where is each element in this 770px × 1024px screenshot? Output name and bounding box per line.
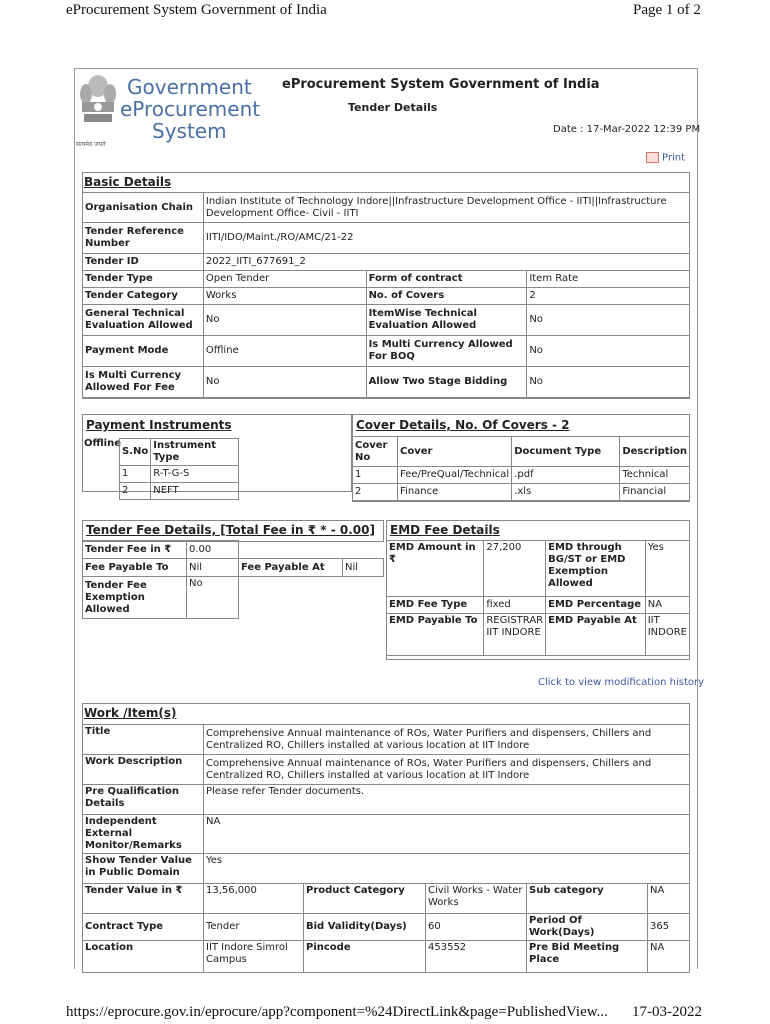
- iwte-label: ItemWise Technical Evaluation Allowed: [366, 305, 527, 336]
- emd-payto-value: REGISTRAR IIT INDORE: [484, 614, 546, 656]
- page-title: eProcurement System Government of India: [282, 77, 600, 92]
- org-value: Indian Institute of Technology Indore||Infrastructure Development Office - IITI||Infrastructure Development Office- Civil - IITI: [203, 193, 689, 223]
- cell-sno: 2: [120, 483, 151, 500]
- cell-no: 1: [353, 467, 398, 484]
- payment-instruments-table: [119, 438, 239, 500]
- payment-mode-value: Offline: [203, 336, 366, 367]
- basic-details-table: [82, 192, 690, 398]
- emd-payat-label: EMD Payable At: [546, 614, 646, 656]
- work-items-heading: Work /Item(s): [84, 706, 177, 720]
- pincode-value: 453552: [426, 941, 527, 973]
- show-value-value: Yes: [204, 854, 690, 884]
- period-of-work-label: Period Of Work(Days): [527, 914, 648, 941]
- tender-fee-table: [82, 540, 384, 619]
- blank: [239, 541, 343, 559]
- iem-value: NA: [204, 815, 690, 854]
- pre-bid-place-value: NA: [648, 941, 690, 973]
- tender-value-value: 13,56,000: [204, 884, 304, 914]
- col-doc-type: Document Type: [512, 437, 620, 467]
- product-category-value: Civil Works - Water Works: [426, 884, 527, 914]
- logo-line1: Government: [127, 75, 252, 99]
- fee-value: 0.00: [187, 541, 239, 559]
- bid-validity-label: Bid Validity(Days): [304, 914, 426, 941]
- emd-bg-label: EMD through BG/ST or EMD Exemption Allowed: [546, 541, 646, 597]
- work-title-value: Comprehensive Annual maintenance of ROs, Water Purifiers and dispensers, Chillers and Centralized RO, Chillers installed at various location at IIT Indore: [204, 725, 690, 755]
- emblem-icon: [78, 72, 118, 140]
- location-value: IIT Indore Simrol Campus: [204, 941, 304, 973]
- logo-line3: System: [152, 119, 227, 143]
- cell-doc: .xls: [512, 484, 620, 501]
- cell-cover: Fee/PreQual/Technical: [398, 467, 512, 484]
- ref-label: Tender Reference Number: [83, 223, 204, 254]
- covers-value: 2: [527, 288, 690, 305]
- category-value: Works: [203, 288, 366, 305]
- emd-type-label: EMD Fee Type: [387, 597, 484, 614]
- work-title-label: Title: [83, 725, 204, 755]
- emd-pct-label: EMD Percentage: [546, 597, 646, 614]
- tender-id-label: Tender ID: [83, 254, 204, 271]
- two-stage-value: No: [527, 367, 690, 398]
- emd-table: [386, 540, 690, 656]
- contract-type-value: Tender: [204, 914, 304, 941]
- emd-bg-value: Yes: [645, 541, 689, 597]
- offline-label: Offline: [84, 438, 121, 449]
- cell-desc: Technical: [620, 467, 690, 484]
- cover-details-table: [352, 436, 690, 501]
- cell-doc: .pdf: [512, 467, 620, 484]
- footer-date: 17-03-2022: [632, 1004, 702, 1020]
- tender-fee-heading: Tender Fee Details, [Total Fee in ₹ * - 0.00]: [86, 523, 375, 537]
- col-cover-no: Cover No: [353, 437, 398, 467]
- pq-value: Please refer Tender documents.: [204, 785, 690, 815]
- page-subtitle: Tender Details: [348, 101, 438, 114]
- emd-pct-value: NA: [645, 597, 689, 614]
- fee-payto-label: Fee Payable To: [83, 559, 187, 577]
- tender-id-value: 2022_IITI_677691_2: [203, 254, 689, 271]
- covers-label: No. of Covers: [366, 288, 527, 305]
- sub-category-value: NA: [648, 884, 690, 914]
- emd-payat-value: IIT INDORE: [645, 614, 689, 656]
- gte-value: No: [203, 305, 366, 336]
- fee-payat-value: Nil: [343, 559, 384, 577]
- modification-history-link[interactable]: Click to view modification history: [538, 677, 705, 688]
- fee-exempt-label: Tender Fee Exemption Allowed: [83, 577, 187, 619]
- product-category-label: Product Category: [304, 884, 426, 914]
- print-button[interactable]: [646, 152, 685, 164]
- mc-boq-value: No: [527, 336, 690, 367]
- org-label: Organisation Chain: [83, 193, 204, 223]
- tender-type-value: Open Tender: [203, 271, 366, 288]
- footer-url: https://eprocure.gov.in/eprocure/app?component=%24DirectLink&page=PublishedView...: [66, 1004, 608, 1020]
- col-sno: S.No: [120, 439, 151, 466]
- basic-details-heading: Basic Details: [84, 175, 172, 189]
- table-row: [353, 484, 690, 501]
- col-description: Description: [620, 437, 690, 467]
- table-row: [120, 466, 239, 483]
- tender-value-label: Tender Value in ₹: [83, 884, 204, 914]
- page-header-title: eProcurement System Government of India: [66, 2, 327, 18]
- blank: [343, 577, 384, 619]
- payment-instruments-heading: Payment Instruments: [86, 418, 232, 432]
- iwte-value: No: [527, 305, 690, 336]
- cell-instrument: NEFT: [151, 483, 239, 500]
- work-desc-label: Work Description: [83, 755, 204, 785]
- work-desc-value: Comprehensive Annual maintenance of ROs, Water Purifiers and dispensers, Chillers and Centralized RO, Chillers installed at various location at IIT Indore: [204, 755, 690, 785]
- ref-value: IITI/IDO/Maint./RO/AMC/21-22: [203, 223, 689, 254]
- form-label: Form of contract: [366, 271, 527, 288]
- table-row: [353, 467, 690, 484]
- emd-amount-label: EMD Amount in ₹: [387, 541, 484, 597]
- bid-validity-value: 60: [426, 914, 527, 941]
- sub-category-label: Sub category: [527, 884, 648, 914]
- pincode-label: Pincode: [304, 941, 426, 973]
- emd-heading: EMD Fee Details: [390, 523, 500, 537]
- cell-no: 2: [353, 484, 398, 501]
- pre-bid-place-label: Pre Bid Meeting Place: [527, 941, 648, 973]
- cell-desc: Financial: [620, 484, 690, 501]
- emd-type-value: fixed: [484, 597, 546, 614]
- form-value: Item Rate: [527, 271, 690, 288]
- mc-fee-value: No: [203, 367, 366, 398]
- logo-line2: eProcurement: [120, 97, 261, 121]
- category-label: Tender Category: [83, 288, 204, 305]
- emd-amount-value: 27,200: [484, 541, 546, 597]
- fee-exempt-value: No: [187, 577, 239, 619]
- pq-label: Pre Qualification Details: [83, 785, 204, 815]
- fee-label: Tender Fee in ₹: [83, 541, 187, 559]
- cell-instrument: R-T-G-S: [151, 466, 239, 483]
- blank: [343, 541, 384, 559]
- iem-label: Independent External Monitor/Remarks: [83, 815, 204, 854]
- mc-fee-label: Is Multi Currency Allowed For Fee: [83, 367, 204, 398]
- cell-sno: 1: [120, 466, 151, 483]
- gte-label: General Technical Evaluation Allowed: [83, 305, 204, 336]
- emd-payto-label: EMD Payable To: [387, 614, 484, 656]
- page-number: Page 1 of 2: [633, 2, 701, 18]
- cover-details-heading: Cover Details, No. Of Covers - 2: [356, 418, 570, 432]
- fee-payto-value: Nil: [187, 559, 239, 577]
- report-date: Date : 17-Mar-2022 12:39 PM: [553, 124, 701, 135]
- period-of-work-value: 365: [648, 914, 690, 941]
- two-stage-label: Allow Two Stage Bidding: [366, 367, 527, 398]
- table-row: [120, 483, 239, 500]
- mc-boq-label: Is Multi Currency Allowed For BOQ: [366, 336, 527, 367]
- payment-mode-label: Payment Mode: [83, 336, 204, 367]
- fee-payat-label: Fee Payable At: [239, 559, 343, 577]
- location-label: Location: [83, 941, 204, 973]
- motto: सत्यमेव जयते: [76, 141, 106, 148]
- show-value-label: Show Tender Value in Public Domain: [83, 854, 204, 884]
- printer-icon: [646, 152, 659, 163]
- cell-cover: Finance: [398, 484, 512, 501]
- contract-type-label: Contract Type: [83, 914, 204, 941]
- col-instrument: Instrument Type: [151, 439, 239, 466]
- blank: [239, 577, 343, 619]
- work-items-table: [82, 724, 690, 973]
- print-label: Print: [662, 152, 686, 164]
- tender-type-label: Tender Type: [83, 271, 204, 288]
- col-cover: Cover: [398, 437, 512, 467]
